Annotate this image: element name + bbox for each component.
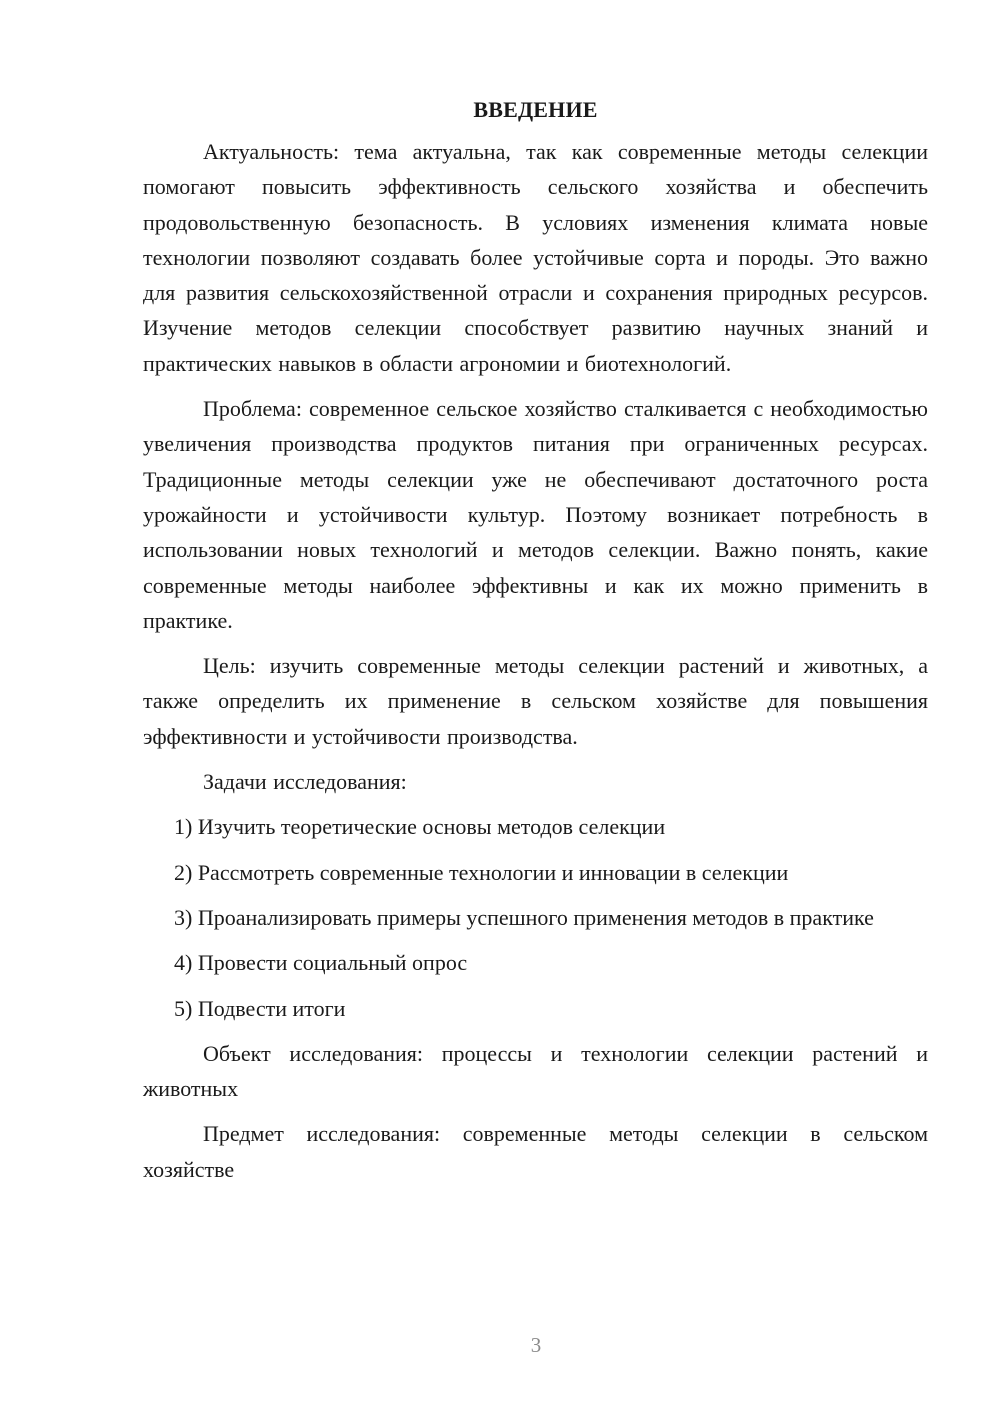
relevance-paragraph: Актуальность: тема актуальна, так как современные методы селекции помогают повысить эффективность сельского хозяйства и обеспечить продовольственную безопасность. В условиях изменения климата новые технологии позволяют создавать более устойчивые сорта и породы. Это важно для развития сельскохозяйственной отрасли и сохранения природных ресурсов. Изучение методов селекции способствует развитию научных знаний и практических навыков в области агрономии и биотехнологий. bbox=[143, 139, 928, 376]
section-heading: ВВЕДЕНИЕ bbox=[473, 97, 598, 122]
tasks-title: Задачи исследования: bbox=[203, 769, 407, 795]
page-number: 3 bbox=[530, 1333, 542, 1357]
task-item-4: 4) Провести социальный опрос bbox=[174, 950, 468, 976]
goal-paragraph: Цель: изучить современные методы селекции растений и животных, а также определить их применение в сельском хозяйстве для повышения эффективности и устойчивости производства. bbox=[143, 653, 928, 749]
problem-paragraph: Проблема: современное сельское хозяйство сталкивается с необходимостью увеличения производства продуктов питания при ограниченных ресурсах. Традиционные методы селекции уже не обеспечивают достаточного роста урожайности и устойчивости культур. Поэтому возникает потребность в использовании новых технологий и методов селекции. Важно понять, какие современные методы наиболее эффективны и как их можно применить в практике. bbox=[143, 396, 928, 633]
document-page bbox=[143, 92, 928, 1197]
task-item-5: 5) Подвести итоги bbox=[174, 995, 346, 1021]
object-paragraph: Объект исследования: процессы и технологии селекции растений и животных bbox=[143, 1040, 928, 1102]
task-item-2: 2) Рассмотреть современные технологии и инновации в селекции bbox=[174, 859, 789, 885]
subject-paragraph: Предмет исследования: современные методы селекции в сельском хозяйстве bbox=[143, 1121, 928, 1182]
task-item-3: 3) Проанализировать примеры успешного применения методов в практике bbox=[174, 904, 874, 930]
task-item-1: 1) Изучить теоретические основы методов селекции bbox=[174, 814, 666, 840]
